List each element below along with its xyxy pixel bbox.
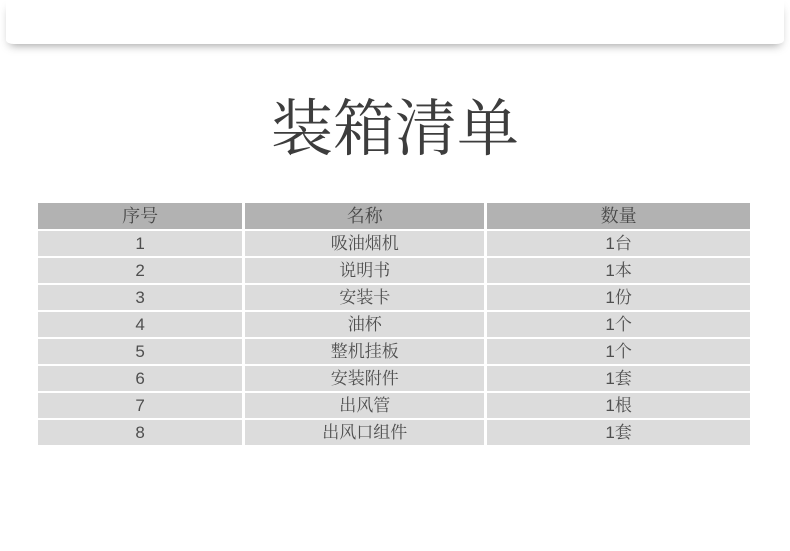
cell-serial: 6 (38, 366, 242, 391)
header-cell-serial: 序号 (38, 203, 242, 229)
table-row (38, 420, 750, 445)
cell-serial: 5 (38, 339, 242, 364)
cell-serial: 4 (38, 312, 242, 337)
cell-serial: 7 (38, 393, 242, 418)
packing-table (38, 203, 750, 445)
cell-name: 出风口组件 (245, 420, 484, 445)
cell-name: 出风管 (245, 393, 484, 418)
cell-name: 安装附件 (245, 366, 484, 391)
cell-serial: 3 (38, 285, 242, 310)
cell-serial: 1 (38, 231, 242, 256)
table-row (38, 393, 750, 418)
cell-quantity: 1台 (487, 231, 750, 256)
header-cell-name: 名称 (245, 203, 484, 229)
table-row (38, 258, 750, 283)
table-row (38, 231, 750, 256)
cell-name: 吸油烟机 (245, 231, 484, 256)
cell-quantity: 1个 (487, 312, 750, 337)
cell-quantity: 1本 (487, 258, 750, 283)
cell-serial: 2 (38, 258, 242, 283)
cell-quantity: 1套 (487, 420, 750, 445)
page-title: 装箱清单 (270, 95, 519, 164)
cell-quantity: 1个 (487, 339, 750, 364)
cell-name: 油杯 (245, 312, 484, 337)
cell-quantity: 1根 (487, 393, 750, 418)
table-row (38, 366, 750, 391)
cell-quantity: 1套 (487, 366, 750, 391)
table-header-row (38, 203, 750, 229)
table-row (38, 285, 750, 310)
table-row (38, 339, 750, 364)
top-section-shadow (6, 0, 784, 44)
cell-quantity: 1份 (487, 285, 750, 310)
cell-name: 整机挂板 (245, 339, 484, 364)
cell-name: 说明书 (245, 258, 484, 283)
table-row (38, 312, 750, 337)
cell-serial: 8 (38, 420, 242, 445)
header-cell-quantity: 数量 (487, 203, 750, 229)
cell-name: 安装卡 (245, 285, 484, 310)
